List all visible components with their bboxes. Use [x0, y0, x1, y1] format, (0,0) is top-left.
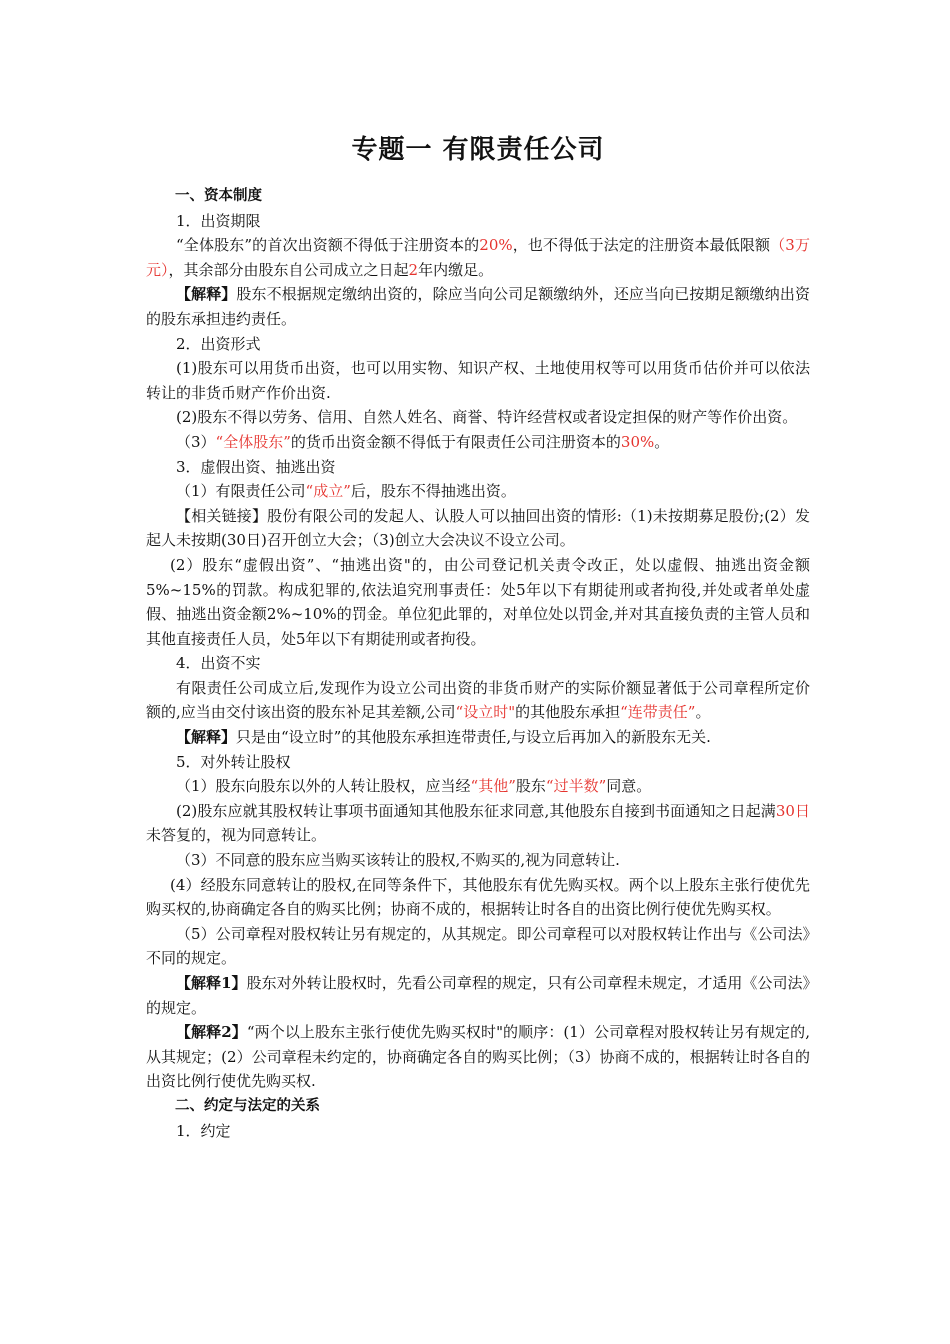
paragraph-explanation-1: 【解释】股东不根据规定缴纳出资的，除应当向公司足额缴纳外，还应当向已按期足额缴纳出资的股东承担违约责任。 [146, 285, 810, 328]
subheading-external-transfer: 5．对外转让股权 [176, 752, 291, 771]
subheading-contribution-form: 2．出资形式 [176, 334, 261, 353]
paragraph-explanation-4: 【解释2】“两个以上股东主张行使优先购买权时"的顺序：(1）公司章程对股权转让另有规定的,从其规定；(2）公司章程未约定的，协商确定各自的购买比例；（3）协商不成的，根据转让时各自的出资比例行使优先购买权. [146, 1023, 810, 1091]
paragraph-transfer-4: (4）经股东同意转让的股权,在同等条件下，其他股东有优先购买权。两个以上股东主张行使优先购买权的,协商确定各自的购买比例；协商不成的，根据转让时各自的出资比例行使优先购买权。 [146, 875, 810, 919]
paragraph-transfer-1: （1）股东向股东以外的人转让股权，应当经“其他”股东“过半数”同意。 [176, 777, 652, 796]
paragraph-form-1: (1)股东可以用货币出资，也可以用实物、知识产权、土地使用权等可以用货币估价并可以依法转让的非货币财产作价出资. [146, 359, 810, 402]
section-heading-agreement-law: 二、约定与法定的关系 [175, 1097, 320, 1114]
subheading-contribution-period: 1．出资期限 [176, 211, 261, 230]
subheading-false-contribution: 3．虚假出资、抽逃出资 [176, 457, 336, 476]
subheading-insufficient-contribution: 4．出资不实 [176, 654, 261, 673]
paragraph-transfer-2: (2)股东应就其股权转让事项书面通知其他股东征求同意,其他股东自接到书面通知之日起满30日未答复的，视为同意转让。 [146, 801, 810, 845]
paragraph-false-2: (2）股东“虚假出资”、“抽逃出资"的，由公司登记机关责令改正，处以虚假、抽逃出资金额5%~15%的罚款。构成犯罪的,依法追究刑事责任：处5年以下有期徒刑或者拘役,并处或者单处虚假、抽逃出资金额2%~10%的罚金。单位犯此罪的，对单位处以罚金,并对其直接负责的主管人员和其他直接责任人员，处5年以下有期徒刑或者拘役。 [146, 555, 810, 648]
paragraph-insufficient: 有限责任公司成立后,发现作为设立公司出资的非货币财产的实际价额显著低于公司章程所定价额的,应当由交付该出资的股东补足其差额,公司“设立时"的其他股东承担“连带责任”。 [146, 678, 810, 722]
paragraph-contribution-period: “全体股东”的首次出资额不得低于注册资本的20%，也不得低于法定的注册资本最低限额（3万元），其余部分由股东自公司成立之日起2年内缴足。 [146, 236, 810, 279]
paragraph-false-1: （1）有限责任公司“成立”后，股东不得抽逃出资。 [176, 482, 516, 501]
paragraph-form-2: (2)股东不得以劳务、信用、自然人姓名、商誉、特许经营权或者设定担保的财产等作价出资。 [176, 408, 798, 427]
subheading-agreement: 1．约定 [176, 1121, 231, 1140]
paragraph-transfer-3: （3）不同意的股东应当购买该转让的股权,不购买的,视为同意转让. [176, 851, 620, 870]
paragraph-transfer-5: （5）公司章程对股权转让另有规定的，从其规定。即公司章程可以对股权转让作出与《公司法》不同的规定。 [146, 924, 810, 968]
section-heading-capital-system: 一、资本制度 [175, 188, 262, 204]
paragraph-form-3: （3）“全体股东”的货币出资金额不得低于有限责任公司注册资本的30%。 [176, 432, 670, 451]
page-title: 专题一 有限责任公司 [351, 135, 605, 165]
paragraph-explanation-3: 【解释1】股东对外转让股权时，先看公司章程的规定，只有公司章程未规定，才适用《公司法》的规定。 [146, 974, 810, 1017]
paragraph-related-link: 【相关链接】股份有限公司的发起人、认股人可以抽回出资的情形:（1)未按期募足股份;(2）发起人未按期(30日)召开创立大会；（3)创立大会决议不设立公司。 [146, 506, 810, 550]
paragraph-explanation-2: 【解释】只是由“设立时”的其他股东承担连带责任,与设立后再加入的新股东无关. [176, 728, 711, 747]
